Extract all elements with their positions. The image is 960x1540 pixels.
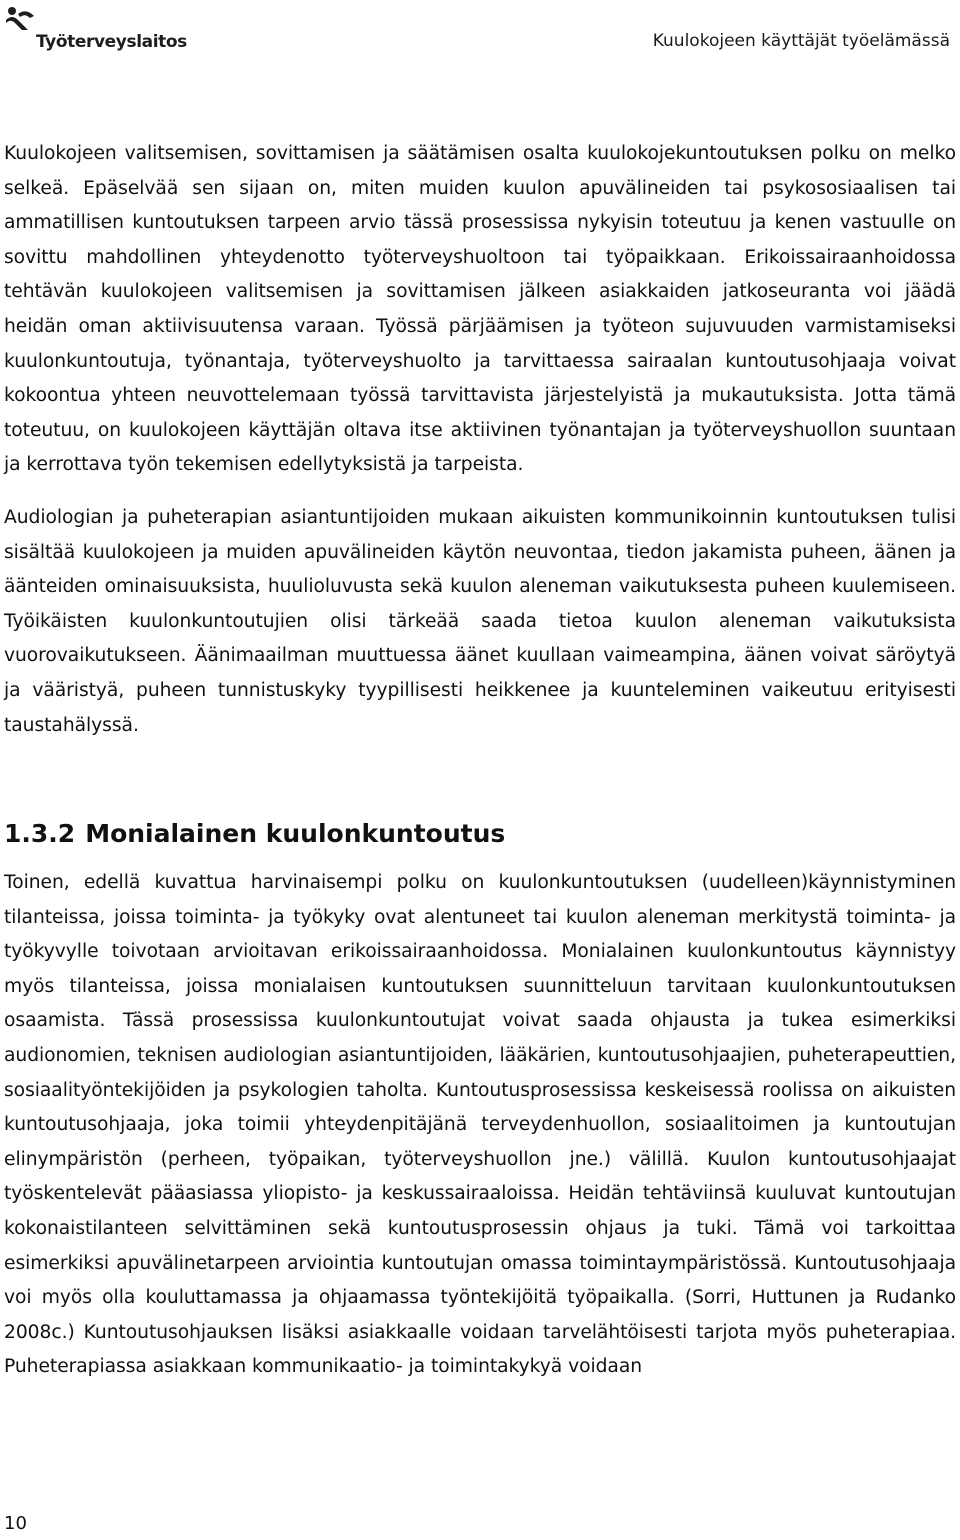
- section-title: Monialainen kuulonkuntoutus: [85, 819, 506, 849]
- body-paragraph-2: Audiologian ja puheterapian asiantuntijoiden mukaan aikuisten kommunikoinnin kuntoutuksen tulisi sisältää kuulokojeen ja muiden apuvälineiden käytön neuvontaa, tiedon jakamista puheen, äänen ja äänteiden ominaisuuksista, huulioluvusta sekä kuulon aleneman vaikutuksesta puheen kuulemiseen. Työikäisten kuulonkuntoutujien olisi tärkeää saada tietoa kuulon aleneman vaikutuksista vuorovaikutukseen. Äänimaailman muuttuessa äänet kuullaan vaimeampina, äänen voivat säröytyä ja vääristyä, puheen tunnistuskyky tyypillisesti heikkenee ja kuunteleminen vaikeutuu erityisesti taustahälyssä.: [4, 506, 956, 736]
- section-heading: [4, 814, 956, 854]
- page-number: 10: [4, 1513, 27, 1534]
- tyoterveyslaitos-logo: [4, 6, 187, 58]
- running-title: Kuulokojeen käyttäjät työelämässä: [652, 31, 950, 51]
- section-number: 1.3.2: [4, 819, 76, 849]
- body-paragraph-1: Kuulokojeen valitsemisen, sovittamisen ja säätämisen osalta kuulokojekuntoutuksen polku on melko selkeä. Epäselvää sen sijaan on, miten muiden kuulon apuvälineiden tai psykososiaalisen tai ammatillisen kuntoutuksen tarpeen arvio tässä prosessissa nykyisin toteutuu ja kenen vastuulle on sovittu mahdollinen yhteydenotto työterveyshuoltoon tai työpaikkaan. Erikoissairaanhoidossa tehtävän kuulokojeen valitsemisen ja sovittamisen jälkeen asiakkaiden jatkoseuranta voi jäädä heidän oman aktiivisuutensa varaan. Työssä pärjäämisen ja työteon sujuvuuden varmistamiseksi kuulonkuntoutuja, työnantaja, työterveyshuolto ja tarvittaessa sairaalan kuntoutusohjaaja voivat kokoontua yhteen neuvottelemaan työssä tarvittavista järjestelyistä ja mukautuksista. Jotta tämä toteutuu, on kuulokojeen käyttäjän oltava itse aktiivinen työnantajan ja työterveyshuollon suuntaan ja kerrottava työn tekemisen edellytyksistä ja tarpeista.: [4, 143, 956, 476]
- document-body: [4, 137, 956, 1385]
- body-paragraph-3: Toinen, edellä kuvattua harvinaisempi polku on kuulonkuntoutuksen (uudelleen)käynnistyminen tilanteissa, joissa toiminta- ja työkyky ovat alentuneet tai kuulon aleneman merkitystä toiminta- ja työkyvylle toivotaan arvioitavan erikoissairaanhoidossa. Monialainen kuulonkuntoutus käynnistyy myös tilanteissa, joissa monialaisen kuntoutuksen suunnitteluun tarvitaan kuulonkuntoutuksen osaamista. Tässä prosessissa kuulonkuntoutujat voivat saada ohjausta ja tukea esimerkiksi audionomien, teknisen audiologian asiantuntijoiden, lääkärien, kuntoutusohjaajien, puheterapeuttien, sosiaalityöntekijöiden ja psykologien taholta. Kuntoutusprosessissa keskeisessä roolissa on aikuisten kuntoutusohjaaja, joka toimii yhteydenpitäjänä terveydenhuollon, sosiaalitoimen ja kuntoutujan elinympäristön (perheen, työpaikan, työterveyshuollon jne.) välillä. Kuulon kuntoutusohjaajat työskentelevät pääasiassa yliopisto- ja keskussairaaloissa. Heidän tehtäviinsä kuuluvat kuntoutujan kokonaistilanteen selvittäminen sekä kuntoutusprosessin ohjaus ja tuki. Tämä voi tarkoittaa esimerkiksi apuvälinetarpeen arviointia kuntoutujan omassa toimintaympäristössä. Kuntoutusohjaaja voi myös olla kouluttamassa ja ohjaamassa työntekijöitä työpaikalla. (Sorri, Huttunen ja Rudanko 2008c.) Kuntoutusohjauksen lisäksi asiakkaalle voidaan tarvelähtöisesti tarjota myös puheterapiaa. Puheterapiassa asiakkaan kommunikaatio- ja toimintakykyä voidaan: [4, 872, 956, 1378]
- logo-text: Työterveyslaitos: [36, 32, 187, 52]
- page-header: [0, 0, 960, 66]
